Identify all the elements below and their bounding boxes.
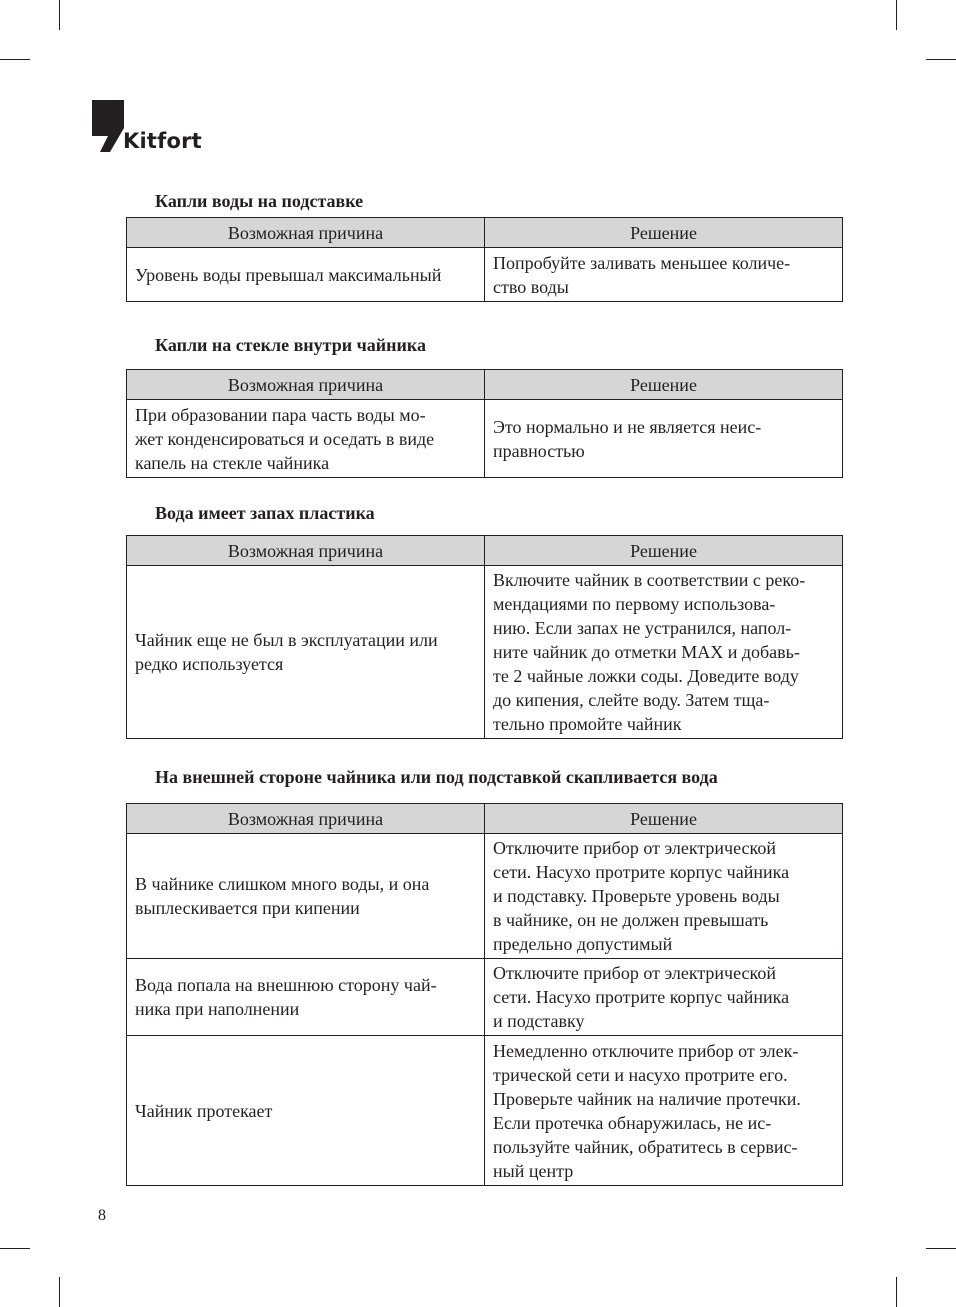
- table-row: [127, 1036, 843, 1186]
- solution-text: Попробуйте заливать меньшее количе- ство воды: [493, 252, 791, 297]
- section-title: Капли воды на подставке: [155, 191, 364, 211]
- column-header-cause: Возможная причина: [127, 370, 485, 400]
- table-row: [127, 566, 843, 739]
- solution-cell: [485, 566, 843, 739]
- cause-text: В чайнике слишком много воды, и она выплескивается при кипении: [135, 874, 430, 918]
- solution-text: Отключите прибор от электрической сети. Насухо протрите корпус чайника и подставку: [493, 963, 790, 1031]
- table-row: [127, 834, 843, 959]
- solution-text: Отключите прибор от электрической сети. Насухо протрите корпус чайника и подставку. Проверьте уровень воды в чайнике, он не должен превышать предельно допустимый: [493, 838, 790, 954]
- cause-cell: [127, 959, 485, 1036]
- column-header-solution: Решение: [485, 536, 843, 566]
- troubleshooting-table: [126, 217, 843, 302]
- solution-cell: [485, 959, 843, 1036]
- crop-mark: [59, 0, 60, 30]
- crop-mark: [926, 59, 956, 60]
- crop-mark: [0, 59, 30, 60]
- column-header-cause: Возможная причина: [127, 804, 485, 834]
- troubleshooting-table: [126, 369, 843, 478]
- table-header-row: [127, 536, 843, 566]
- section-title: Вода имеет запах пластика: [155, 503, 375, 523]
- table-row: [127, 959, 843, 1036]
- crop-mark: [0, 1248, 30, 1249]
- section-title: На внешней стороне чайника или под подставкой скапливается вода: [155, 767, 718, 787]
- crop-mark: [896, 0, 897, 30]
- section-title: Капли на стекле внутри чайника: [155, 335, 426, 355]
- troubleshooting-table: [126, 803, 843, 1186]
- table-header-row: [127, 218, 843, 248]
- table-row: [127, 248, 843, 302]
- cause-cell: [127, 566, 485, 739]
- column-header-cause: Возможная причина: [127, 218, 485, 248]
- column-header-solution: Решение: [485, 218, 843, 248]
- cause-text: Уровень воды превышал максимальный: [135, 264, 442, 285]
- cause-cell: [127, 1036, 485, 1186]
- column-header-cause: Возможная причина: [127, 536, 485, 566]
- table-row: [127, 400, 843, 478]
- cause-text: При образовании пара часть воды мо- жет конденсироваться и оседать в виде капель на стекле чайника: [135, 404, 435, 473]
- solution-cell: [485, 1036, 843, 1186]
- cause-cell: [127, 834, 485, 959]
- table-header-row: [127, 804, 843, 834]
- crop-mark: [59, 1277, 60, 1307]
- troubleshooting-table: [126, 535, 843, 739]
- cause-cell: [127, 248, 485, 302]
- column-header-solution: Решение: [485, 370, 843, 400]
- solution-text: Включите чайник в соответствии с реко- мендациями по первому использова- нию. Если запах не устранился, напол- ните чайник до отметки MAX и добавь- те 2 чайные ложки соды. Доведите воду до кипения, слейте воду. Затем тща- тельно промойте чайник: [493, 570, 806, 734]
- crop-mark: [896, 1277, 897, 1307]
- table-header-row: [127, 370, 843, 400]
- cause-text: Вода попала на внешнюю сторону чай- ника при наполнении: [135, 975, 437, 1019]
- solution-text: Немедленно отключите прибор от элек- трической сети и насухо протрите его. Проверьте чайник на наличие протечки. Если протечка обнаружилась, не ис- пользуйте чайник, обратитесь в сервис- ный центр: [493, 1040, 801, 1181]
- crop-mark: [926, 1248, 956, 1249]
- solution-cell: [485, 248, 843, 302]
- page-number: 8: [98, 1207, 106, 1224]
- cause-cell: [127, 400, 485, 478]
- solution-cell: [485, 834, 843, 959]
- column-header-solution: Решение: [485, 804, 843, 834]
- cause-text: Чайник протекает: [135, 1100, 273, 1121]
- solution-cell: [485, 400, 843, 478]
- cause-text: Чайник еще не был в эксплуатации или редко используется: [135, 630, 438, 674]
- brand-logo-text: Kitfort: [123, 129, 202, 153]
- solution-text: Это нормально и не является неис- правностью: [493, 416, 762, 461]
